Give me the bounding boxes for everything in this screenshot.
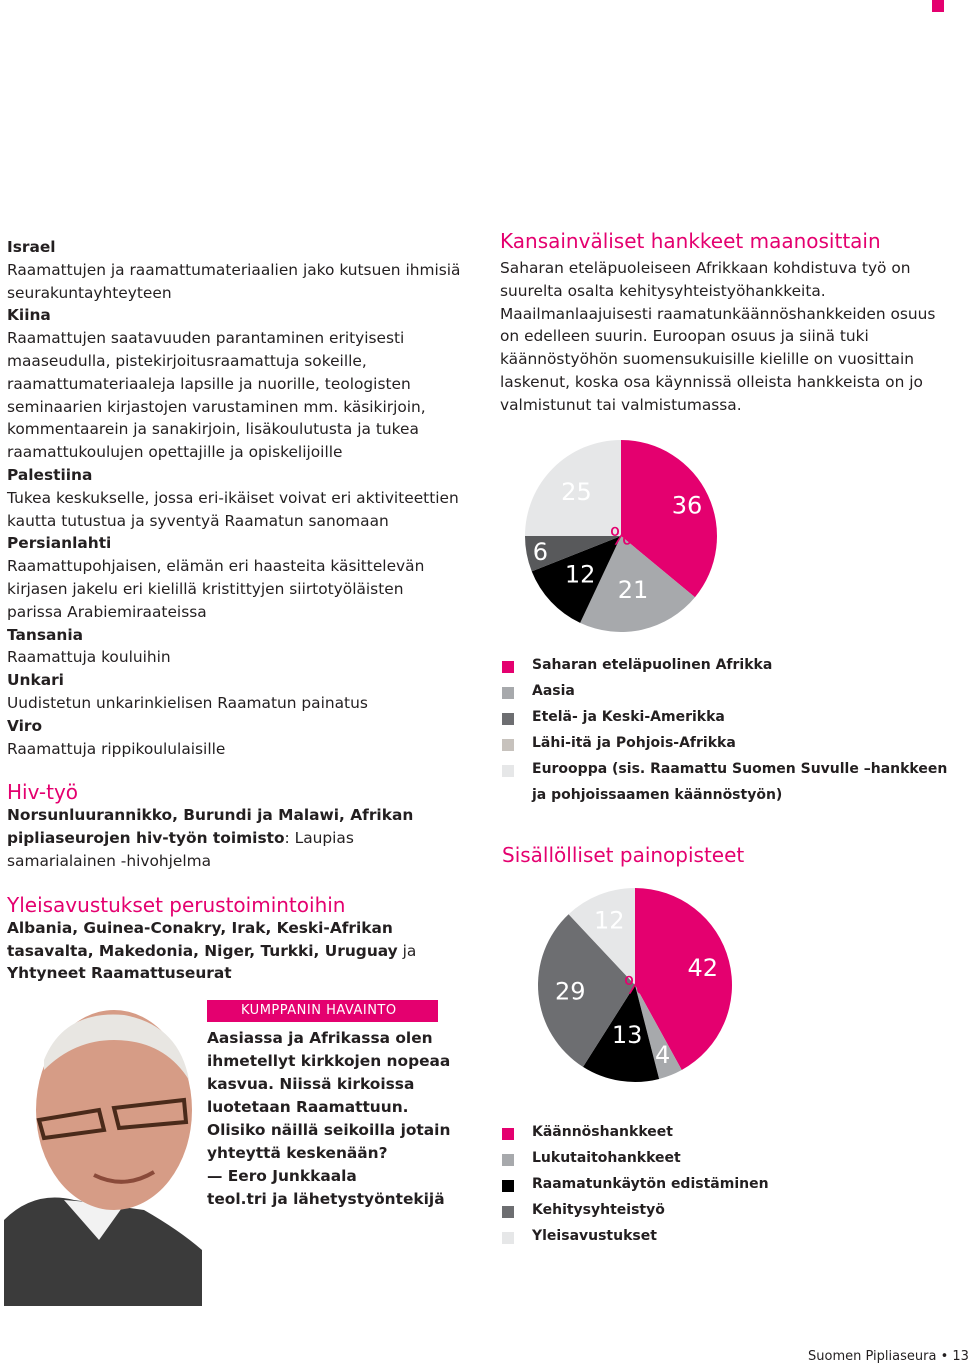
legend-swatch: [502, 1180, 514, 1192]
continents-intro: Saharan eteläpuoleiseen Afrikkaan kohdistuva työ on suurelta osalta kehitysyhteistyöhankkeita. Maailmanlaajuisesti raamatunkäännöshankkeiden osuus on edelleen suurin. Euroopan osuus ja siinä tuki käännöstyöhön suomensukuisille kielille on vuosittain laskenut, koska osa käynnissä olleista hankkeista on jo valmistunut tai valmistumassa.: [500, 259, 936, 414]
pie-value-label: 29: [555, 977, 586, 1006]
legend-label: Saharan eteläpuolinen Afrikka: [532, 657, 773, 673]
country-name: Kiina: [7, 306, 51, 325]
legend-label: Kehitysyhteistyö: [532, 1202, 665, 1218]
legend-swatch: [502, 661, 514, 673]
legend-label: Eurooppa (sis. Raamattu Suomen Suvulle –hankkeen: [532, 761, 948, 777]
country-name: Palestiina: [7, 465, 93, 484]
quote-author: — Eero Junkkaala: [207, 1167, 357, 1185]
focus-pie-chart: [535, 885, 735, 1085]
focus-heading: Sisällölliset painopisteet: [502, 843, 745, 867]
pie-value-label: 12: [564, 560, 596, 589]
legend-swatch: [502, 1206, 514, 1218]
portrait-photo: [4, 1000, 202, 1306]
legend-swatch: [502, 1232, 514, 1244]
legend-label: Raamatunkäytön edistäminen: [532, 1176, 769, 1192]
country-name: Tansania: [7, 625, 84, 644]
pie-value-label: 25: [561, 477, 592, 506]
pie-value-label: 13: [611, 1020, 643, 1049]
legend-label: Lukutaitohankkeet: [532, 1150, 681, 1166]
pie-value-label: 36: [671, 491, 703, 520]
legend-swatch: [502, 1128, 514, 1140]
continents-legend: [502, 657, 948, 807]
legend-label: ja pohjoissaamen käännöstyön): [532, 787, 783, 803]
country-name: Unkari: [7, 671, 64, 690]
continents-heading: Kansainväliset hankkeet maanosittain: [500, 229, 881, 253]
page-number: 13: [952, 1349, 969, 1364]
corner-marker: [932, 0, 944, 12]
general-grants-paragraph: [7, 917, 462, 985]
legend-swatch: [502, 1154, 514, 1166]
country-description: Raamattupohjaisen, elämän eri haasteita käsittelevän kirjasen jakelu eri kielillä kristittyjen siirtotyöläisten parissa Arabiemiraateissa: [7, 557, 425, 621]
legend-label: Etelä- ja Keski-Amerikka: [532, 709, 725, 725]
pie-value-label: 6: [532, 537, 549, 566]
general-grants-heading: Yleisavustukset perustoimintoihin: [7, 892, 346, 917]
grant-connector: ja: [397, 941, 417, 960]
hiv-program: : Laupias samarialainen -hivohjelma: [7, 829, 354, 870]
country-name: Persianlahti: [7, 534, 112, 553]
continents-pie-chart: [520, 436, 740, 656]
pie-center-label: %: [609, 522, 633, 551]
grant-ubs: Yhtyneet Raamattuseurat: [7, 964, 232, 983]
country-name: Israel: [7, 238, 56, 256]
country-description: Raamattujen ja raamattumateriaalien jako kutsuen ihmisiä seurakuntayhteyteen: [7, 260, 461, 302]
pie-value-label: 4: [654, 1041, 671, 1070]
pie-center-label: %: [623, 971, 647, 1000]
focus-legend: [502, 1124, 932, 1254]
hiv-paragraph: [7, 804, 462, 872]
quote-author-title: teol.tri ja lähetystyöntekijä: [207, 1190, 445, 1208]
country-description: Tukea keskukselle, jossa eri-ikäiset voivat eri aktiviteettien kautta tutustua ja syventyä Raamatun sanomaan: [7, 488, 459, 530]
legend-swatch: [502, 713, 514, 725]
quote-block: [207, 1027, 452, 1211]
legend-swatch: [502, 739, 514, 751]
legend-label: Aasia: [532, 683, 575, 699]
quote-tag: KUMPPANIN HAVAINTO: [207, 1000, 438, 1022]
country-description: Raamattuja rippikoululaisille: [7, 739, 226, 758]
country-description: Raamattujen saatavuuden parantaminen erityisesti maaseudulla, pistekirjoitusraamattuja sokeille, raamattumateriaaleja lapsille ja nuorille, teologisten seminaarien kirjastojen varustaminen mm. käsikirjoin, kommentaarein ja sanakirjoin, lisäkoulutusta ja tukea raamattukoulujen opettajille ja opiskelijoille: [7, 329, 426, 462]
legend-label: Yleisavustukset: [532, 1228, 657, 1244]
pie-value-label: 12: [593, 906, 625, 935]
left-column: [7, 236, 462, 985]
footer-bullet: •: [940, 1349, 949, 1364]
pie-value-label: 42: [687, 953, 719, 982]
page-footer: [808, 1349, 969, 1364]
grant-countries: Albania, Guinea-Conakry, Irak, Keski-Afrikan tasavalta, Makedonia, Niger, Turkki, Uruguay: [7, 918, 398, 960]
country-name: Viro: [7, 716, 43, 735]
country-list: [7, 236, 462, 760]
publisher-name: Suomen Pipliaseura: [808, 1349, 937, 1364]
legend-label: Lähi-itä ja Pohjois-Afrikka: [532, 735, 736, 751]
hiv-heading: Hiv-työ: [7, 780, 79, 805]
legend-label: Käännöshankkeet: [532, 1124, 673, 1140]
hiv-countries: Norsunluurannikko, Burundi ja Malawi, Afrikan pipliaseurojen hiv-työn toimisto: [7, 806, 414, 848]
country-description: Uudistetun unkarinkielisen Raamatun painatus: [7, 693, 368, 712]
quote-text: Aasiassa ja Afrikassa olen ihmetellyt kirkkojen nopeaa kasvua. Niissä kirkoissa luotetaan Raamattuun. Olisiko näillä seikoilla jotain yhteyttä keskenään?: [207, 1029, 451, 1162]
legend-swatch: [502, 687, 514, 699]
legend-swatch: [502, 765, 514, 777]
country-description: Raamattuja kouluihin: [7, 648, 171, 667]
pie-value-label: 21: [617, 576, 649, 605]
